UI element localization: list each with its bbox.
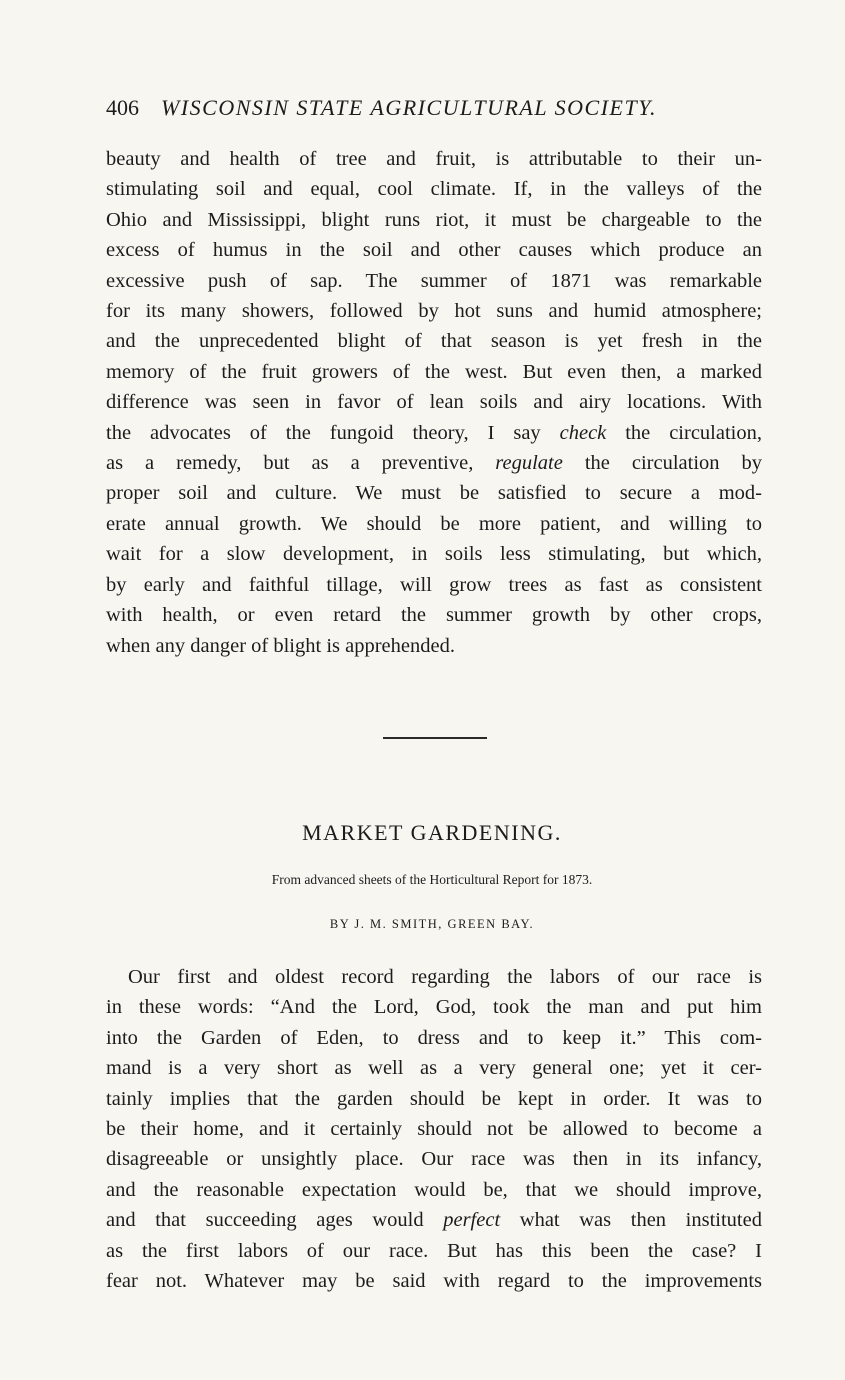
section-divider (383, 737, 487, 739)
text-line: be their home, and it certainly should not be allowed to become a (106, 1118, 762, 1141)
emphasis-perfect: perfect (443, 1209, 501, 1232)
text-line: beauty and health of tree and fruit, is attributable to their un- (106, 148, 762, 170)
source-note: From advanced sheets of the Horticultural Report for 1873. (271, 872, 593, 887)
text-line: disagreeable or unsightly place. Our race was then in its infancy, (106, 1148, 762, 1171)
text-line: when any danger of blight is apprehended. (106, 634, 455, 657)
text-line: excessive push of sap. The summer of 1871 was remarkable (106, 269, 762, 292)
text-line: fear not. Whatever may be said with regard to the improvements (106, 1270, 762, 1293)
text-segment: what was then instituted (500, 1209, 762, 1232)
text-segment: the circulation by (562, 452, 762, 475)
text-line: mand is a very short as well as a very general one; yet it cer- (106, 1057, 762, 1080)
emphasis-regulate: regulate (495, 452, 563, 475)
text-line: as the first labors of our race. But has this been the case? I (106, 1239, 762, 1262)
text-line: in these words: “And the Lord, God, took the man and put him (106, 996, 762, 1019)
text-line-with-emphasis (106, 448, 762, 478)
byline: BY J. M. SMITH, GREEN BAY. (329, 917, 535, 931)
text-line: tainly implies that the garden should be kept in order. It was to (106, 1087, 762, 1110)
text-segment: and that succeeding ages would (106, 1209, 444, 1232)
text-line: proper soil and culture. We must be satisfied to secure a mod- (106, 482, 762, 505)
emphasis-check: check (559, 421, 607, 444)
text-line: Our first and oldest record regarding the labors of our race is (128, 966, 762, 988)
text-line: erate annual growth. We should be more patient, and willing to (106, 512, 762, 535)
text-segment: as a remedy, but as a preventive, (106, 452, 496, 475)
page-number: 406 (106, 95, 139, 120)
text-line: excess of humus in the soil and other causes which produce an (106, 239, 762, 262)
text-line-with-emphasis (106, 1205, 762, 1235)
text-line: memory of the fruit growers of the west. But even then, a marked (106, 360, 762, 383)
text-line: for its many showers, followed by hot suns and humid atmosphere; (106, 300, 762, 323)
text-line: and the reasonable expectation would be, that we should improve, (106, 1178, 762, 1201)
text-line-with-emphasis (106, 418, 762, 448)
text-line: Ohio and Mississippi, blight runs riot, it must be chargeable to the (106, 208, 762, 231)
text-line: stimulating soil and equal, cool climate. If, in the valleys of the (106, 178, 762, 201)
text-segment: the circulation, (606, 421, 762, 444)
running-title: WISCONSIN STATE AGRICULTURAL SOCIETY. (161, 95, 657, 120)
text-line: into the Garden of Eden, to dress and to keep it.” This com- (106, 1026, 762, 1049)
text-line: and the unprecedented blight of that season is yet fresh in the (106, 330, 762, 353)
text-line: difference was seen in favor of lean soils and airy locations. With (106, 391, 762, 414)
section-title: MARKET GARDENING. (302, 820, 562, 845)
text-line: with health, or even retard the summer growth by other crops, (106, 604, 762, 627)
text-segment: the advocates of the fungoid theory, I say (106, 421, 560, 444)
text-line: by early and faithful tillage, will grow trees as fast as consistent (106, 573, 762, 596)
paragraph-blight (106, 144, 762, 661)
text-line: wait for a slow development, in soils less stimulating, but which, (106, 543, 762, 566)
paragraph-market-gardening (106, 962, 762, 1296)
running-head (106, 92, 766, 124)
